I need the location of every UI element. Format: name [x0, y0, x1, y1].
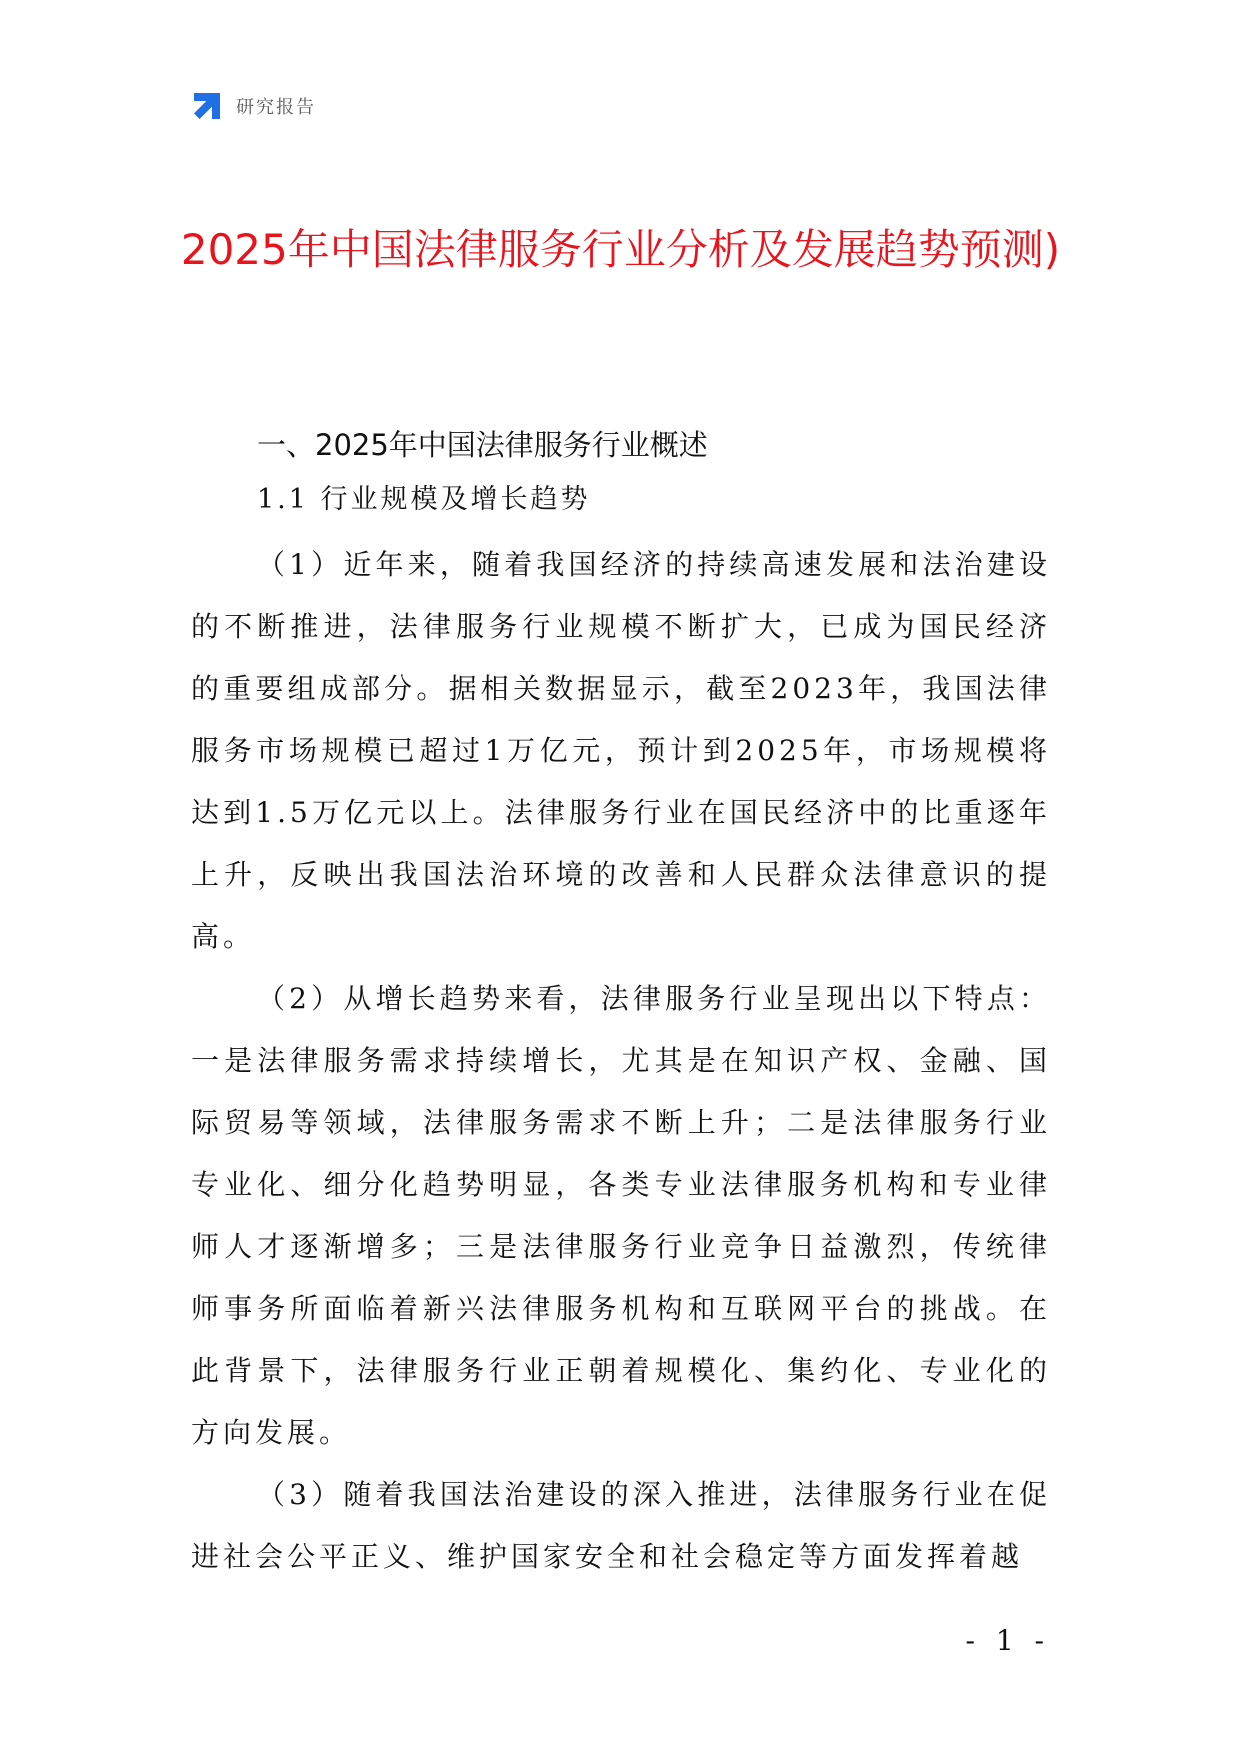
- document-body: [191, 420, 1051, 1588]
- arrow-up-right-icon: [190, 89, 224, 123]
- header-label: 研究报告: [236, 97, 316, 118]
- page-number: - 1 -: [965, 1624, 1050, 1657]
- paragraph-2: （2）从增长趋势来看，法律服务行业呈现出以下特点：一是法律服务需求持续增长，尤其是在知识产权、金融、国际贸易等领域，法律服务需求不断上升；二是法律服务行业专业化、细分化趋势明显，各类专业法律服务机构和专业律师人才逐渐增多；三是法律服务行业竞争日益激烈，传统律师事务所面临着新兴法律服务机构和互联网平台的挑战。在此背景下，法律服务行业正朝着规模化、集约化、专业化的方向发展。: [191, 982, 1051, 1449]
- paragraph-1: （1）近年来，随着我国经济的持续高速发展和法治建设的不断推进，法律服务行业规模不断扩大，已成为国民经济的重要组成部分。据相关数据显示，截至2023年，我国法律服务市场规模已超过1万亿元，预计到2025年，市场规模将达到1.5万亿元以上。法律服务行业在国民经济中的比重逐年上升，反映出我国法治环境的改善和人民群众法律意识的提高。: [191, 548, 1051, 953]
- paragraph-3: （3）随着我国法治建设的深入推进，法律服务行业在促进社会公平正义、维护国家安全和社会稳定等方面发挥着越: [191, 1478, 1051, 1573]
- document-title: 2025年中国法律服务行业分析及发展趋势预测): [180, 225, 1061, 274]
- subsection-heading: 1.1 行业规模及增长趋势: [257, 484, 591, 515]
- report-header: [190, 88, 316, 124]
- section-heading: 一、2025年中国法律服务行业概述: [257, 428, 708, 462]
